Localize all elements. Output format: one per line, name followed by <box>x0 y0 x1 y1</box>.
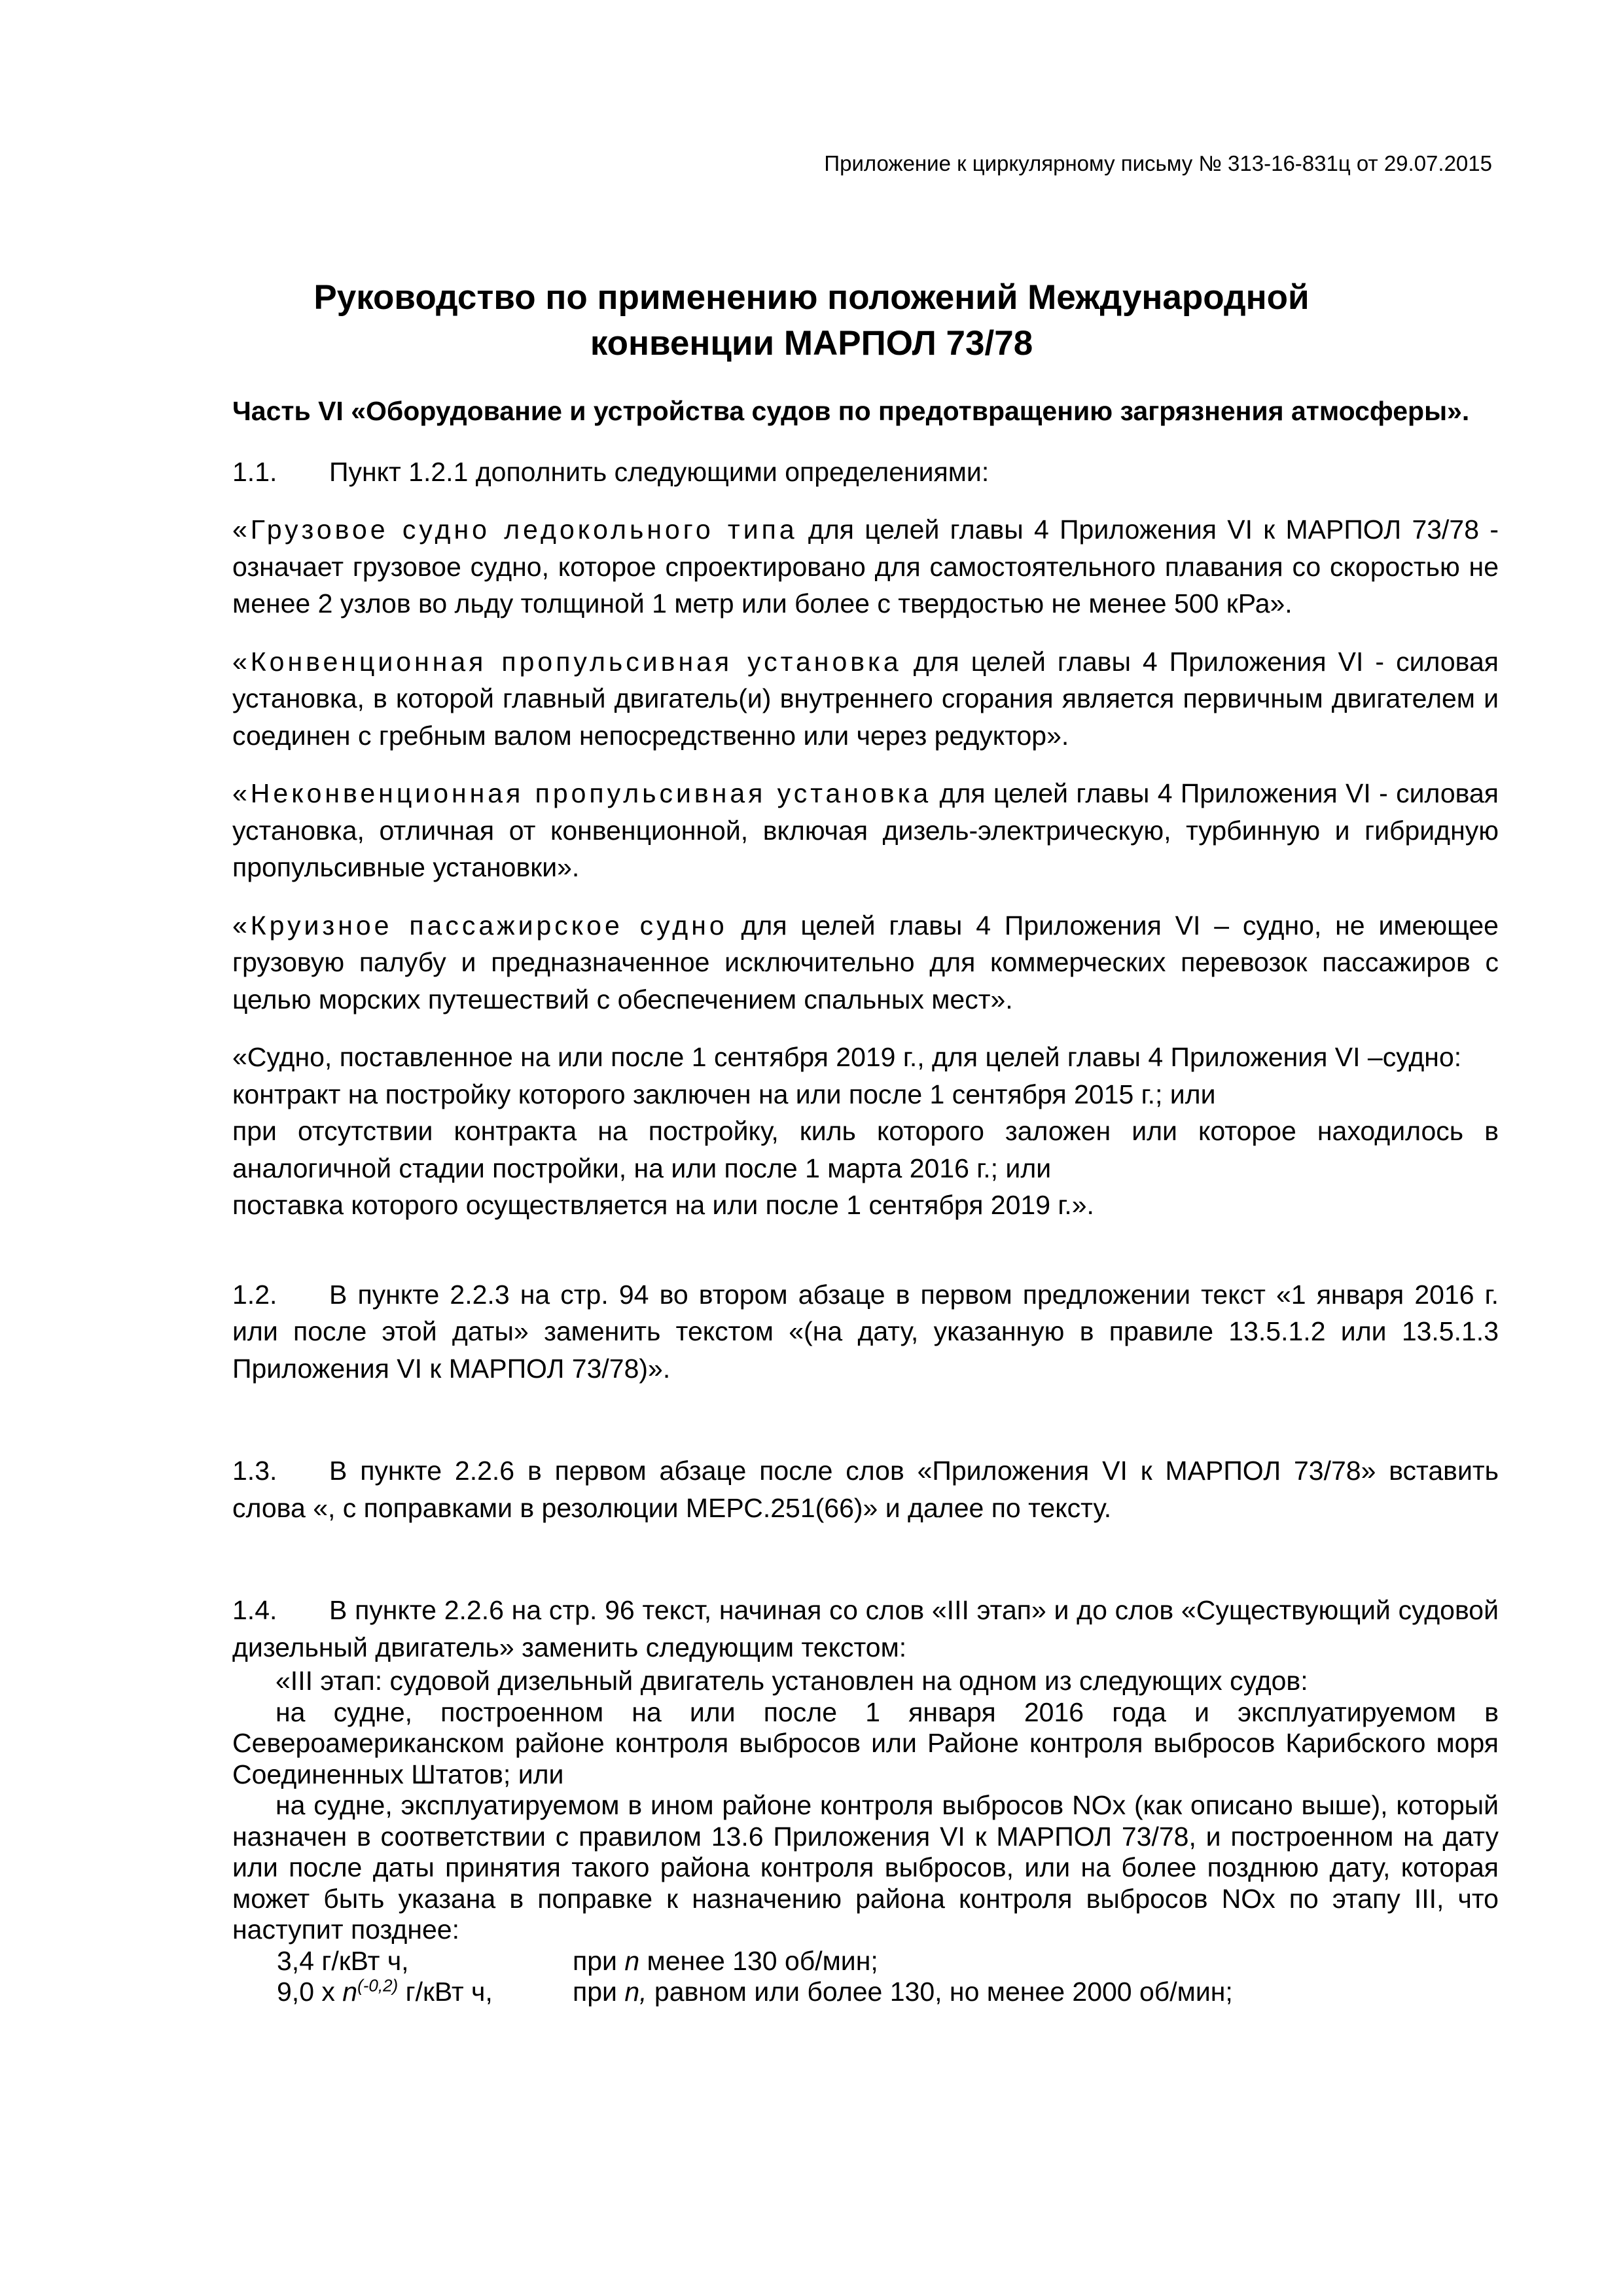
section-number: 1.4. <box>232 1595 277 1625</box>
formula-condition <box>573 1946 1499 1977</box>
definition-line: при отсутствии контракта на постройку, киль которого заложен или которое находилось в аналогичной стадии постройки, на или после 1 марта 2016 г.; или <box>232 1116 1499 1183</box>
formula-value: 3,4 г/кВт ч, <box>277 1945 409 1976</box>
condition-suffix: менее 130 об/мин; <box>639 1945 878 1976</box>
section-number: 1.2. <box>232 1279 277 1310</box>
section-text: В пункте 2.2.3 на стр. 94 во втором абзаце в первом предложении текст «1 января 2016 г. или после этой даты» заменить текстом «(на дату, указанную в правиле 13.5.1.2 или 13.5.1.3 Приложения VI к МАРПОЛ 73/78)». <box>232 1279 1499 1384</box>
stage-iii-item-2: на судне, эксплуатируемом в ином районе контроля выбросов NOx (как описано выше), который назначен в соответствии с правилом 13.6 Приложения VI к МАРПОЛ 73/78, и построенном на дату или после даты принятия такого района контроля выбросов, или на более позднюю дату, которая может быть указана в поправке к назначению района контроля выбросов NOx по этапу III, что наступит позднее: <box>232 1790 1499 1945</box>
title-line-2: конвенции МАРПОЛ 73/78 <box>590 324 1033 363</box>
condition-variable: n <box>624 1945 640 1976</box>
definition-text: для целей главы 4 Приложения VI к МАРПОЛ 73/78 - означает грузовое судно, которое спроектировано для самостоятельного плавания со скоростью не менее 2 узлов во льду толщиной 1 метр или более с твердостью не менее 500 кРа». <box>232 514 1499 619</box>
value-exponent: (-0,2) <box>357 1975 399 1996</box>
formula-condition <box>573 1977 1499 2008</box>
definition-icebreaking-cargo-ship <box>232 511 1499 622</box>
condition-suffix: равном или более 130, но менее 2000 об/мин; <box>647 1977 1233 2007</box>
value-prefix: 9,0 x <box>277 1977 343 2007</box>
section-number: 1.1. <box>232 456 277 487</box>
definition-term: «Конвенционная пропульсивная установка <box>232 646 902 677</box>
definition-text: для целей главы 4 Приложения VI - силовая установка, отличная от конвенционной, включая дизель-электрическую, турбинную и гибридную пропульсивные установки». <box>232 778 1499 882</box>
stage-iii-intro: «III этап: судовой дизельный двигатель установлен на одном из следующих судов: <box>276 1666 1308 1696</box>
condition-prefix: при <box>573 1977 625 2007</box>
definition-ship-delivered <box>232 1039 1499 1224</box>
definition-text: для целей главы 4 Приложения VI - силовая установка, в которой главный двигатель(и) внутреннего сгорания является первичным двигателем и соединен с гребным валом непосредственно или через редуктор». <box>232 646 1499 751</box>
definition-line: «Судно, поставленное на или после 1 сентября 2019 г., для целей главы 4 Приложения VI –судно: <box>232 1042 1462 1072</box>
section-text: В пункте 2.2.6 на стр. 96 текст, начиная со слов «III этап» и до слов «Существующий судовой дизельный двигатель» заменить следующим текстом: <box>232 1595 1499 1662</box>
value-variable: n <box>342 1977 358 2007</box>
part-heading: Часть VI «Оборудование и устройства судов по предотвращению загрязнения атмосферы». <box>232 396 1470 426</box>
condition-variable: n, <box>624 1977 647 2007</box>
formula-row <box>232 1977 1499 2008</box>
definition-term: «Грузовое судно ледокольного типа <box>232 514 798 545</box>
document-body <box>232 393 1499 2008</box>
section-1-1 <box>232 454 1499 491</box>
definition-cruise-passenger-ship <box>232 907 1499 1018</box>
section-1-4 <box>232 1592 1499 1666</box>
definition-term: «Круизное пассажирское судно <box>232 910 728 941</box>
section-text: В пункте 2.2.6 в первом абзаце после слов «Приложения VI к МАРПОЛ 73/78» вставить слова «, с поправками в резолюции МЕРС.251(66)» и далее по тексту. <box>232 1456 1499 1523</box>
header-note: Приложение к циркулярному письму № 313-16-831ц от 29.07.2015 <box>824 151 1492 175</box>
stage-iii-item-1: на судне, построенном на или после 1 января 2016 года и эксплуатируемом в Североамериканском районе контроля выбросов или Районе контроля выбросов Карибского моря Соединенных Штатов; или <box>232 1696 1499 1789</box>
definition-non-conventional-propulsion <box>232 775 1499 886</box>
definition-term: «Неконвенционная пропульсивная установка <box>232 778 932 808</box>
section-number: 1.3. <box>232 1456 277 1486</box>
formula-value <box>232 1977 573 2008</box>
title-line-1: Руководство по применению положений Международной <box>313 278 1310 317</box>
section-1-3 <box>232 1452 1499 1526</box>
section-1-2 <box>232 1276 1499 1388</box>
value-suffix: г/кВт ч, <box>398 1977 493 2007</box>
definition-conventional-propulsion <box>232 643 1499 755</box>
section-1-4-replacement-text <box>232 1666 1499 2008</box>
definition-text: для целей главы 4 Приложения VI – судно, не имеющее грузовую палубу и предназначенное исключительно для коммерческих перевозок пассажиров с целью морских путешествий с обеспечением спальных мест». <box>232 910 1499 1014</box>
section-text: Пункт 1.2.1 дополнить следующими определениями: <box>329 456 990 487</box>
condition-prefix: при <box>573 1945 625 1976</box>
definition-line: контракт на постройку которого заключен на или после 1 сентября 2015 г.; или <box>232 1079 1216 1109</box>
definition-line: поставка которого осуществляется на или после 1 сентября 2019 г.». <box>232 1190 1094 1220</box>
document-title <box>196 275 1427 367</box>
formula-row <box>232 1946 1499 1977</box>
